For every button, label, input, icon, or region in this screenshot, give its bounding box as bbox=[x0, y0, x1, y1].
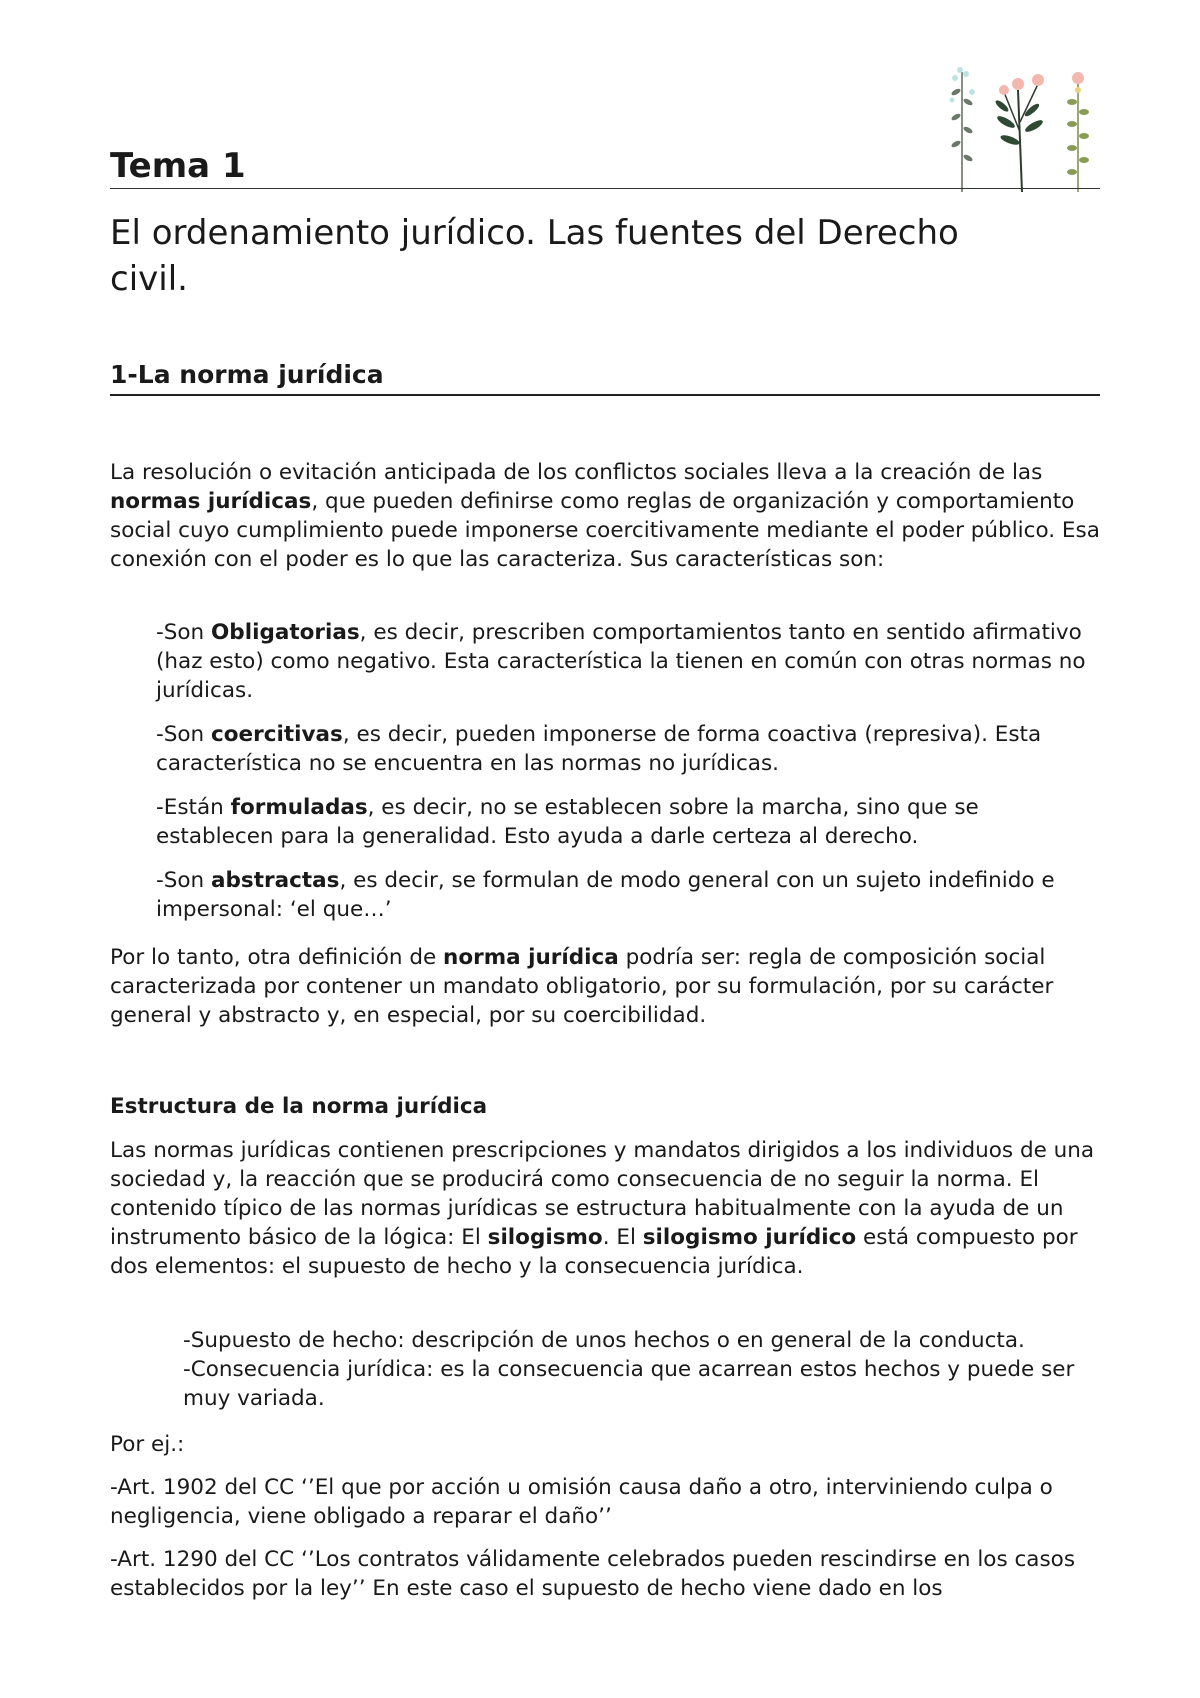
section2-heading-block bbox=[110, 1092, 1100, 1121]
section-heading-norma-juridica: 1-La norma jurídica bbox=[110, 358, 1100, 396]
topic-title: Tema 1 bbox=[110, 146, 1100, 189]
example-item: -Art. 1902 del CC ‘’El que por acción u omisión causa daño a otro, interviniendo culpa o negligencia, viene obligado a reparar el daño’’ bbox=[110, 1475, 1053, 1529]
bold-term: abstractas bbox=[211, 868, 340, 893]
bold-term: Obligatorias bbox=[211, 620, 360, 645]
text-run: -Son bbox=[156, 620, 212, 645]
feature-item bbox=[156, 618, 1100, 705]
text-run: podría ser: regla de composición social caracterizada por contener un mandato obligatorio, por su formulación, por su carácter general y abstracto y, en especial, por su coercibilidad. bbox=[110, 945, 1054, 1028]
element-item: -Supuesto de hecho: descripción de unos hechos o en general de la conducta. bbox=[183, 1328, 1025, 1353]
text-run: La resolución o evitación anticipada de los conflictos sociales lleva a la creación de las bbox=[110, 460, 1043, 485]
text-run: está compuesto por dos elementos: el supuesto de hecho y la consecuencia jurídica. bbox=[110, 1225, 1078, 1279]
text-run: . El bbox=[602, 1225, 643, 1250]
feature-item bbox=[156, 866, 1100, 924]
text-run: , es decir, se formulan de modo general con un sujeto indefinido e impersonal: ‘el que…’ bbox=[156, 868, 1055, 922]
bold-term: silogismo jurídico bbox=[642, 1225, 857, 1250]
example-item: -Art. 1290 del CC ‘’Los contratos válidamente celebrados pueden rescindirse en los casos establecidos por la ley’’ En este caso el supuesto de hecho viene dado en los bbox=[110, 1547, 1076, 1601]
subtitle-line-1: El ordenamiento jurídico. Las fuentes del Derecho bbox=[110, 213, 959, 253]
feature-item bbox=[156, 720, 1100, 778]
feature-item bbox=[156, 793, 1100, 851]
elements-list bbox=[110, 1326, 1100, 1413]
subtitle-line-2: civil. bbox=[110, 259, 188, 299]
bold-term: norma jurídica bbox=[443, 945, 619, 970]
estructura-paragraph bbox=[110, 1136, 1100, 1281]
bold-term: silogismo bbox=[487, 1225, 603, 1250]
bold-term: formuladas bbox=[230, 795, 368, 820]
section2-intro bbox=[110, 1136, 1100, 1281]
conclusion-paragraph bbox=[110, 943, 1100, 1030]
text-run: -Son bbox=[156, 722, 212, 747]
text-run: Las normas jurídicas contienen prescripciones y mandatos dirigidos a los individuos de una sociedad y, la reacción que se producirá como consecuencia de no seguir la norma. El contenido típico de las normas jurídicas se estructura habitualmente con la ayuda de un instrumento básico de la lógica: El bbox=[110, 1138, 1095, 1250]
examples-block bbox=[110, 1430, 1100, 1603]
section-heading-estructura: Estructura de la norma jurídica bbox=[110, 1094, 488, 1119]
element-item: -Consecuencia jurídica: es la consecuencia que acarrean estos hechos y puede ser muy variada. bbox=[183, 1357, 1075, 1411]
section1-conclusion bbox=[110, 943, 1100, 1030]
text-run: , es decir, no se establecen sobre la marcha, sino que se establecen para la generalidad. Esto ayuda a darle certeza al derecho. bbox=[156, 795, 979, 849]
section1-intro bbox=[110, 458, 1100, 574]
bold-term: coercitivas bbox=[211, 722, 343, 747]
features-list bbox=[110, 618, 1100, 924]
text-run: Por lo tanto, otra definición de bbox=[110, 945, 444, 970]
bold-term: normas jurídicas bbox=[110, 489, 312, 514]
text-run: -Están bbox=[156, 795, 231, 820]
text-run: , es decir, pueden imponerse de forma coactiva (represiva). Esta característica no se encuentra en las normas no jurídicas. bbox=[156, 722, 1042, 776]
text-run: , es decir, prescriben comportamientos tanto en sentido afirmativo (haz esto) como negativo. Esta característica la tienen en común con otras normas no jurídicas. bbox=[156, 620, 1086, 703]
intro-paragraph bbox=[110, 458, 1100, 574]
example-label: Por ej.: bbox=[110, 1432, 185, 1457]
document-subtitle bbox=[110, 210, 1100, 302]
text-run: , que pueden definirse como reglas de organización y comportamiento social cuyo cumplimiento puede imponerse coercitivamente mediante el poder público. Esa conexión con el poder es lo que las caracteriza. Sus características son: bbox=[110, 489, 1100, 572]
text-run: -Son bbox=[156, 868, 212, 893]
